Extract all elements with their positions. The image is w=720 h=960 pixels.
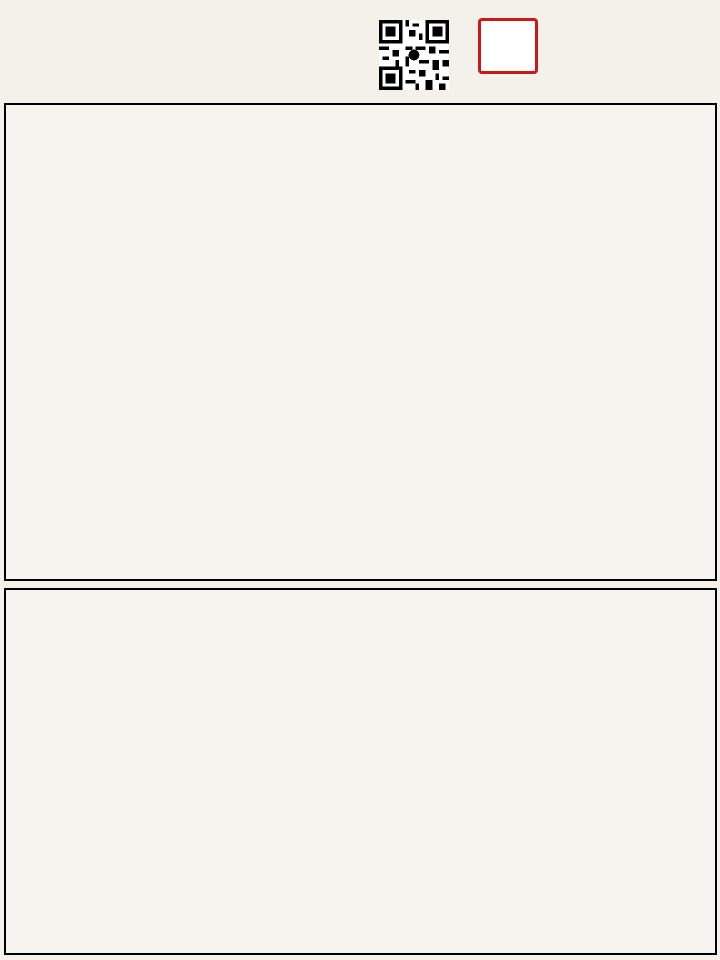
chart-grid [4, 103, 717, 581]
qr-code-icon [379, 20, 449, 90]
annual-luck-grid [4, 588, 717, 955]
seal-stamp-icon [478, 18, 538, 74]
header [0, 0, 720, 104]
